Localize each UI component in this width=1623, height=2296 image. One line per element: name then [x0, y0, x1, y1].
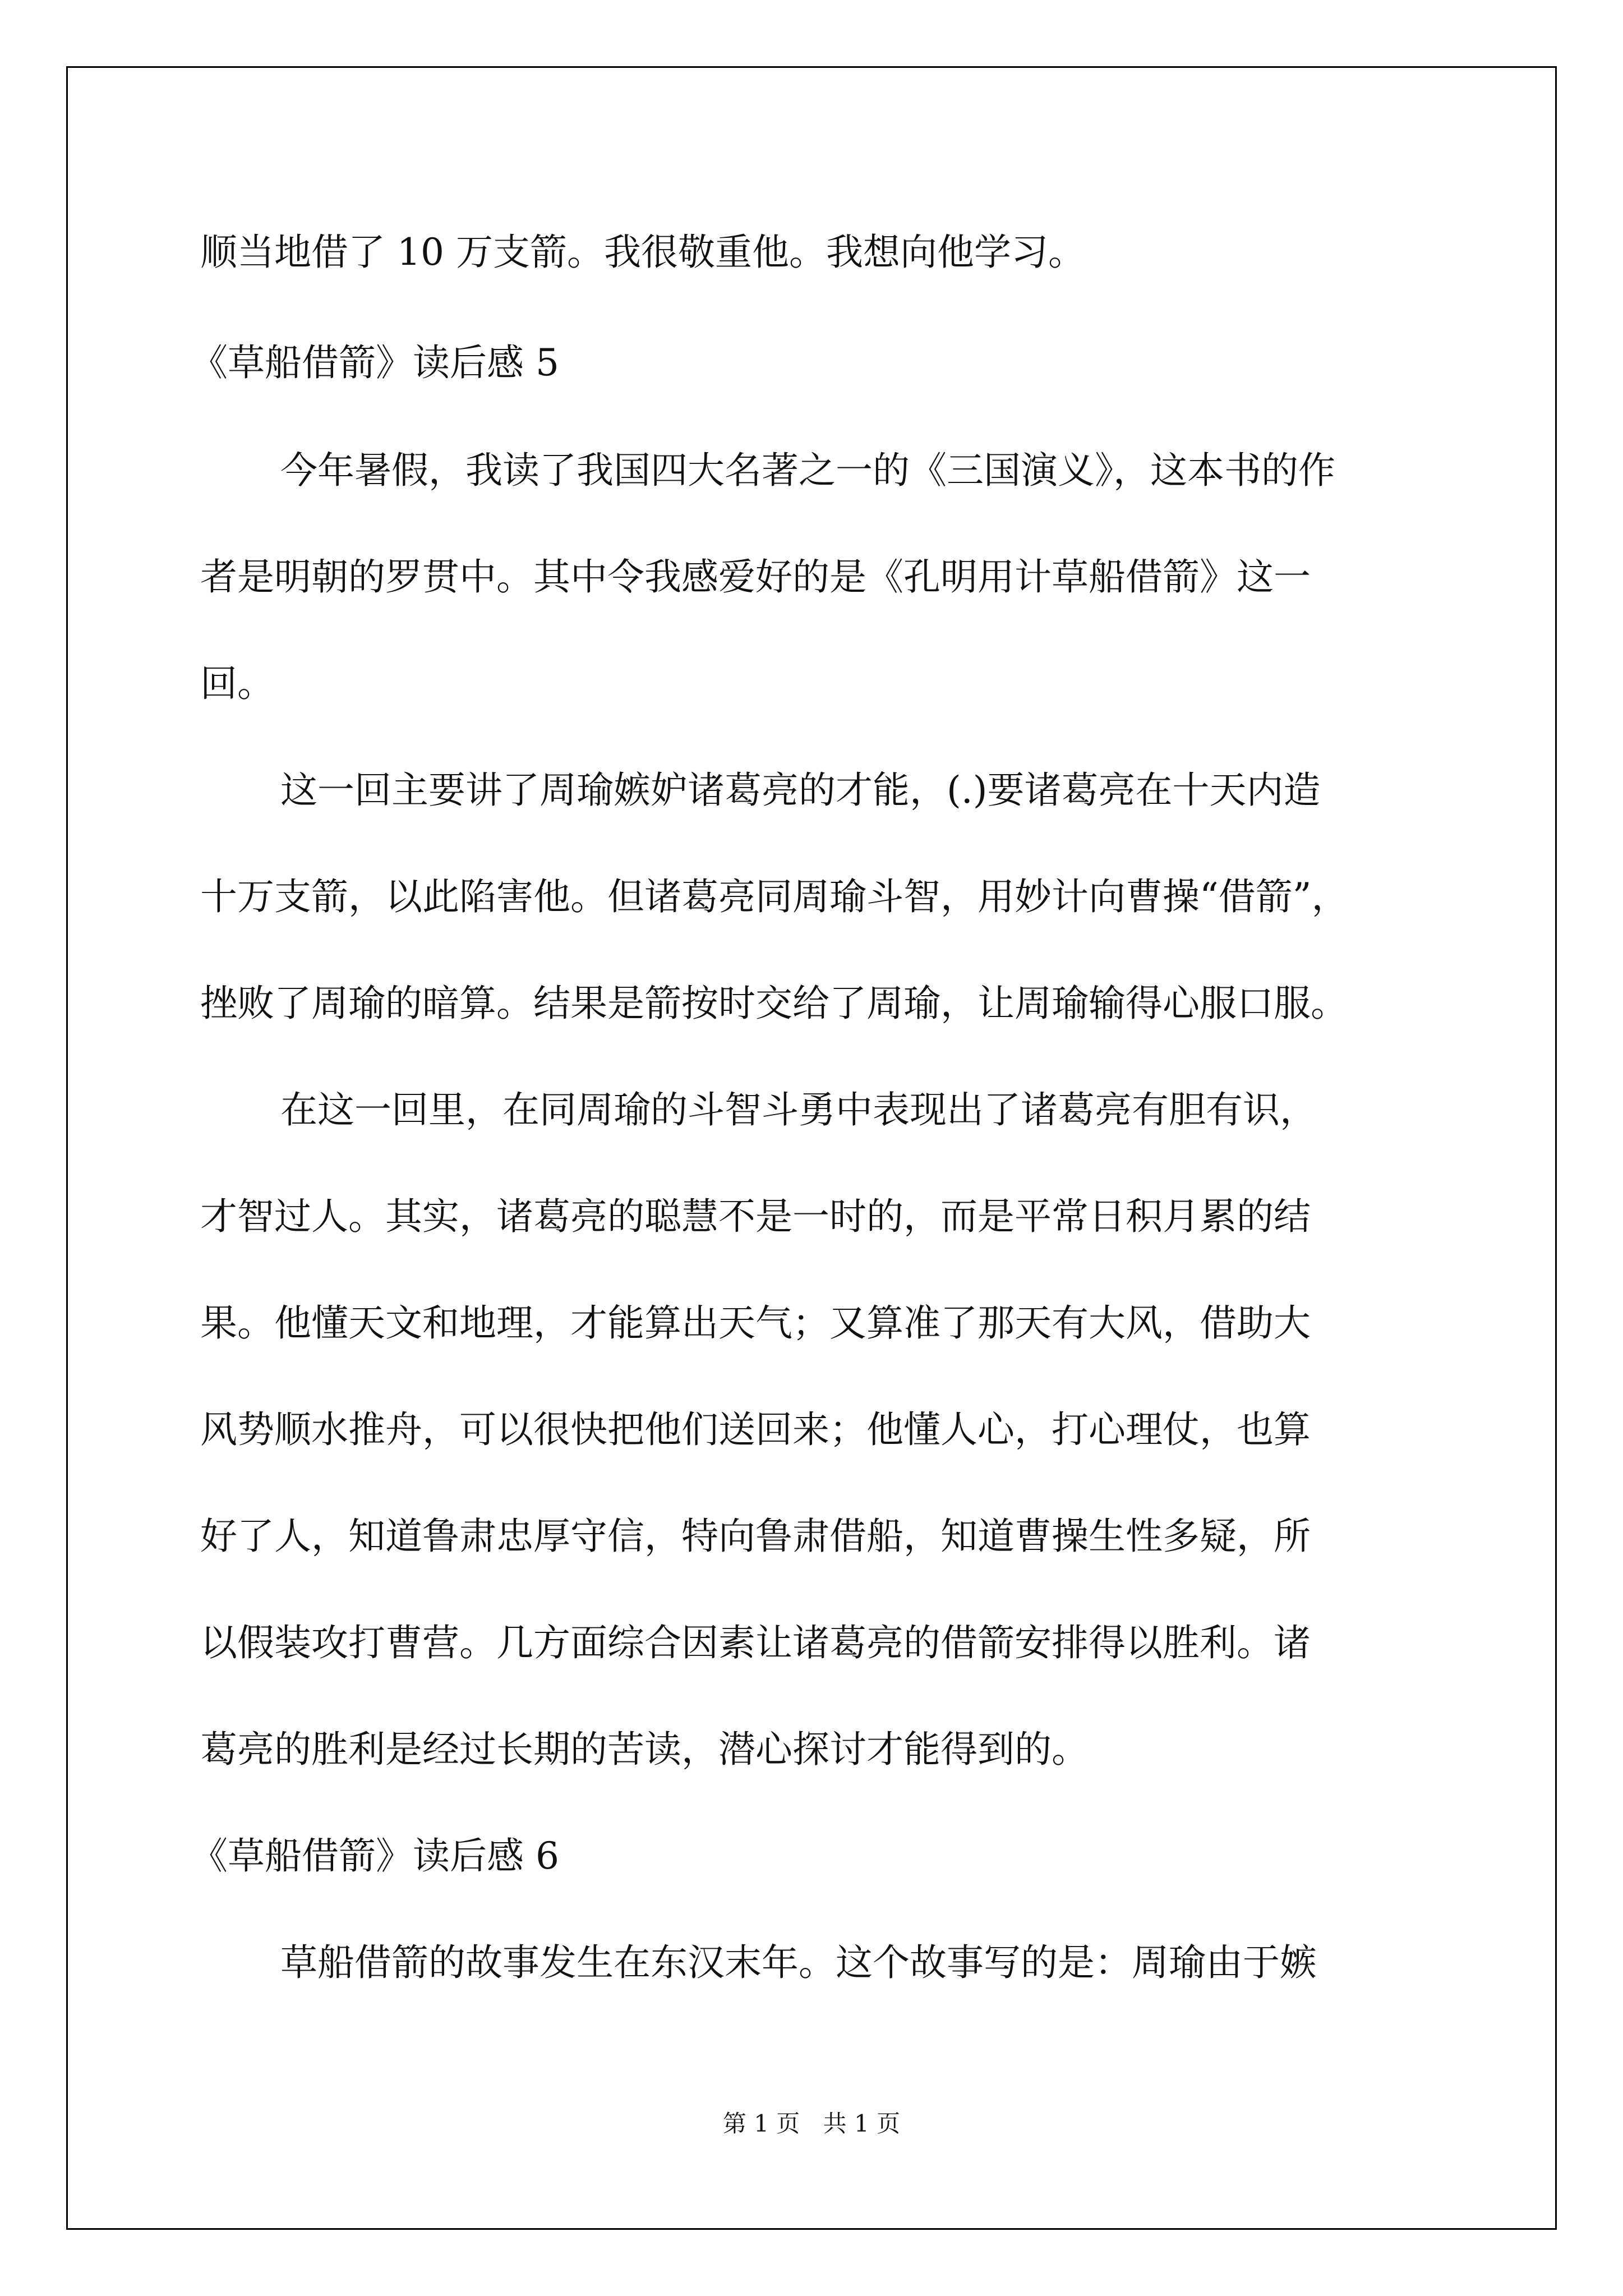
page-border: [66, 66, 1557, 2230]
text-line-5: 回。: [200, 662, 274, 705]
page-number: 第 1 页: [722, 2110, 800, 2137]
page-footer: [0, 2112, 1623, 2136]
text-line-6: 这一回主要讲了周瑜嫉妒诸葛亮的才能，(.)要诸葛亮在十天内造: [280, 769, 1321, 812]
text-line-17: 草船借箭的故事发生在东汉末年。这个故事写的是：周瑜由于嫉: [280, 1941, 1317, 1984]
text-line-13: 好了人，知道鲁肃忠厚守信，特向鲁肃借船，知道曹操生性多疑，所: [200, 1515, 1311, 1558]
text-line-15: 葛亮的胜利是经过长期的苦读，潜心探讨才能得到的。: [200, 1728, 1089, 1771]
text-line-1: 顺当地借了 10 万支箭。我很敬重他。我想向他学习。: [200, 231, 1085, 274]
section-heading-5: 《草船借箭》读后感 5: [191, 341, 559, 384]
section-heading-6: 《草船借箭》读后感 6: [191, 1834, 559, 1878]
text-line-12: 风势顺水推舟，可以很快把他们送回来；他懂人心，打心理仗，也算: [200, 1408, 1311, 1451]
text-line-11: 果。他懂天文和地理，才能算出天气；又算准了那天有大风，借助大: [200, 1301, 1311, 1345]
text-line-10: 才智过人。其实，诸葛亮的聪慧不是一时的，而是平常日积月累的结: [200, 1195, 1311, 1238]
text-line-4: 者是明朝的罗贯中。其中令我感爱好的是《孔明用计草船借箭》这一: [200, 555, 1311, 599]
text-line-3: 今年暑假，我读了我国四大名著之一的《三国演义》，这本书的作: [280, 449, 1335, 492]
text-line-8: 挫败了周瑜的暗算。结果是箭按时交给了周瑜，让周瑜输得心服口服。: [200, 982, 1348, 1025]
text-line-9: 在这一回里，在同周瑜的斗智斗勇中表现出了诸葛亮有胆有识，: [280, 1088, 1317, 1131]
text-line-14: 以假装攻打曹营。几方面综合因素让诸葛亮的借箭安排得以胜利。诸: [200, 1621, 1311, 1664]
page-total: 共 1 页: [823, 2110, 901, 2137]
text-line-7: 十万支箭，以此陷害他。但诸葛亮同周瑜斗智，用妙计向曹操“借箭”，: [200, 875, 1349, 918]
